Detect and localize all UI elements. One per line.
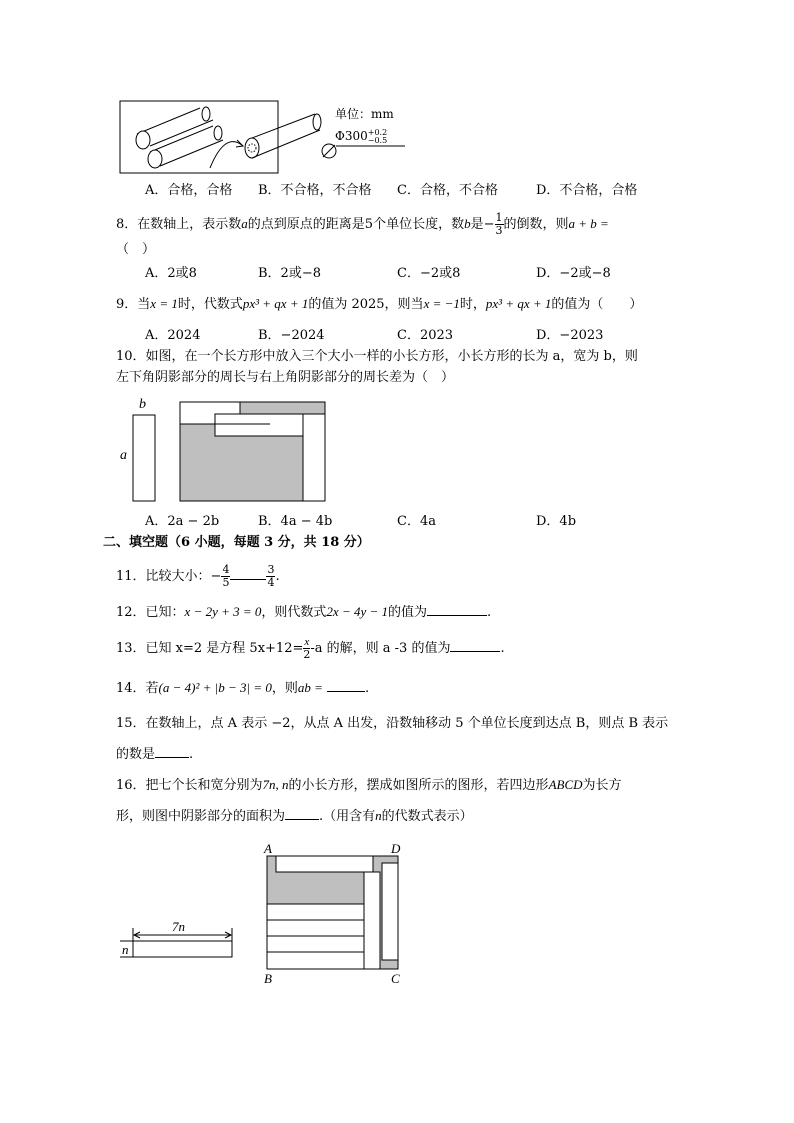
q9-text-2: 时，代数式 [177, 297, 243, 312]
q15-answer-blank[interactable] [155, 757, 189, 758]
q8-var-b: b [464, 216, 471, 231]
q16-text-1: 16．把七个长和宽分别为 [116, 778, 263, 793]
q7-option-a[interactable]: A．合格，合格 [145, 183, 233, 198]
q14-stem [116, 680, 369, 697]
q11-frac-1 [221, 564, 230, 589]
spec-lower: −0.5 [367, 135, 388, 145]
q13-frac-den: 2 [303, 648, 311, 661]
q13-answer-blank[interactable] [450, 651, 500, 652]
q8-text-1: 在数轴上，表示数 [137, 217, 242, 232]
q16-label-7n: 7n [172, 919, 185, 934]
q13-text-1: 13．已知 x=2 是方程 5x+12= [116, 641, 304, 656]
q14-expr: (a − 4)² + |b − 3| = 0 [158, 680, 272, 695]
spec-base: Φ300 [335, 129, 368, 143]
q12-expr-2: 2x − 4y − 1 [326, 604, 389, 619]
q9-poly-2: px³ + qx + 1 [485, 296, 552, 311]
q8-text-3: 是 [470, 217, 484, 232]
q8-option-c[interactable]: C．−2或8 [397, 266, 461, 281]
q10-line-2: 左下角阴影部分的周长与右上角阴影部分的周长差为（ ） [116, 370, 455, 385]
q12-stem [116, 604, 491, 621]
q8-option-a[interactable]: A．2或8 [145, 266, 197, 281]
q8-neg: − [483, 217, 495, 232]
q8-text-4: 的倒数，则 [503, 217, 569, 232]
q8-option-b[interactable]: B．2或−8 [258, 266, 321, 281]
q16-abcd-figure [266, 855, 401, 970]
q12-text-1: 12．已知： [116, 605, 185, 620]
q10-figure [130, 398, 330, 508]
q9-stem [116, 296, 642, 313]
q9-text-5: 的值为（ ） [551, 297, 643, 312]
q14-text-1: 14．若 [116, 681, 159, 696]
q15-line-2 [116, 747, 193, 763]
q8-option-d[interactable]: D．−2或−8 [536, 266, 611, 281]
q16-line-1 [116, 777, 622, 794]
q14-end: . [365, 681, 370, 696]
q16-text-2: 的小长方形，摆成如图所示的图形，若四边形 [288, 778, 549, 793]
q8-paren: （ ） [116, 242, 156, 257]
q16-text-5: .（用含有 [319, 809, 376, 824]
q12-expr-1: x − 2y + 3 = 0 [184, 604, 262, 619]
q9-poly-1: px³ + qx + 1 [242, 296, 309, 311]
q9-option-c[interactable]: C．2023 [397, 328, 454, 343]
q9-text-4: 时， [459, 297, 486, 312]
q16-vars: 7n, n [262, 777, 289, 792]
q8-var-a: a [241, 216, 248, 231]
q13-end: . [500, 641, 505, 656]
q11-text: 11．比较大小： [116, 569, 211, 584]
q12-text-2: ，则代数式 [261, 605, 327, 620]
q16-label-n: n [122, 942, 129, 957]
q7-option-d[interactable]: D．不合格，合格 [536, 183, 638, 198]
q11-f2-num: 3 [267, 563, 275, 576]
q10-option-c[interactable]: C．4a [397, 514, 436, 529]
q11-stem [116, 562, 280, 592]
q12-answer-blank[interactable] [427, 615, 487, 616]
q11-answer-blank[interactable] [230, 579, 266, 580]
unit-label: 单位：mm [335, 107, 394, 121]
q14-expr-2: ab = [297, 680, 323, 695]
q11-f2-den: 4 [267, 576, 275, 589]
q9-option-a[interactable]: A．2024 [145, 328, 201, 343]
q16-label-A: A [264, 841, 272, 856]
q8-fraction [495, 212, 504, 237]
q9-option-b[interactable]: B．−2024 [258, 328, 325, 343]
q11-neg: − [210, 569, 222, 584]
q12-end: . [487, 605, 492, 620]
q10-line-1: 10．如图，在一个长方形中放入三个大小一样的小长方形，小长方形的长为 a，宽为 b，则 [116, 349, 638, 364]
q15-text: 的数是 [116, 747, 156, 762]
q9-text-1: 当 [137, 297, 151, 312]
q10-option-d[interactable]: D．4b [536, 514, 577, 529]
q7-option-b[interactable]: B．不合格，不合格 [258, 183, 372, 198]
q15-line-1: 15．在数轴上，点 A 表示 −2，从点 A 出发，沿数轴移动 5 个单位长度到达点 B，则点 B 表示 [116, 716, 669, 731]
section-title: 二、填空题（6 小题，每题 3 分，共 18 分） [103, 535, 370, 550]
q11-end: . [275, 569, 280, 584]
q16-text-3: 为长方 [582, 778, 622, 793]
q8-number: 8． [116, 217, 138, 232]
q16-text-6: 的代数式表示） [381, 809, 473, 824]
q11-f1-den: 5 [222, 576, 230, 589]
q9-text-3: 的值为 2025，则当 [308, 297, 424, 312]
spec-upper: +0.2 [367, 127, 388, 137]
q16-line-2 [116, 808, 473, 825]
q16-abcd: ABCD [548, 777, 583, 792]
q9-option-d[interactable]: D．−2023 [536, 328, 604, 343]
q10-label-a: a [120, 448, 127, 463]
q8-frac-num: 1 [495, 211, 503, 224]
q14-text-2: ，则 [271, 681, 298, 696]
q16-label-C: C [391, 971, 400, 986]
q12-text-3: 的值为 [388, 605, 428, 620]
q16-label-B: B [264, 971, 272, 986]
q9-number: 9． [116, 297, 138, 312]
q14-answer-blank[interactable] [327, 691, 365, 692]
q8-stem [116, 212, 609, 237]
q10-option-a[interactable]: A．2a − 2b [145, 514, 220, 529]
q10-option-b[interactable]: B．4a − 4b [258, 514, 333, 529]
q16-answer-blank[interactable] [285, 819, 319, 820]
q9-cond-2: x = −1 [423, 296, 460, 311]
q7-option-c[interactable]: C．合格，不合格 [397, 183, 498, 198]
q8-frac-den: 3 [495, 224, 503, 237]
q16-label-D: D [391, 841, 401, 856]
q11-f1-num: 4 [222, 563, 230, 576]
q15-end: . [189, 747, 194, 762]
q16-var-n: n [375, 808, 382, 823]
q8-text-2: 的点到原点的距离是5个单位长度，数 [247, 217, 465, 232]
q16-text-4: 形，则图中阴影部分的面积为 [116, 809, 286, 824]
q10-label-b: b [139, 397, 146, 412]
q13-stem [116, 634, 505, 664]
q16-small-rect-figure [120, 925, 240, 965]
q13-frac-num: x [304, 636, 310, 648]
q9-cond-1: x = 1 [150, 296, 178, 311]
spec-label [335, 128, 387, 145]
q8-expr: a + b = [568, 216, 609, 231]
q13-text-2: -a 的解，则 a -3 的值为 [310, 641, 451, 656]
